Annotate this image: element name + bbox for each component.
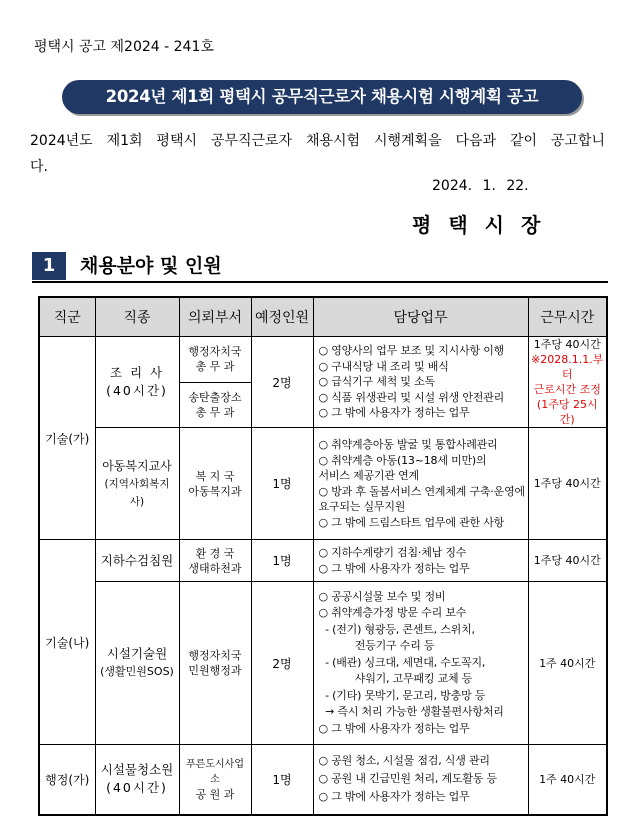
notice-number: 평택시 공고 제2024 - 241호 xyxy=(34,39,214,55)
dept-groundwater: 환 경 국 생태하천과 xyxy=(179,540,251,582)
table-row xyxy=(39,745,607,815)
group-tech-a: 기술(가) xyxy=(39,337,95,540)
header-hours: 근무시간 xyxy=(528,297,607,337)
table-row xyxy=(39,540,607,582)
header-count: 예정인원 xyxy=(251,297,313,337)
table-header-row xyxy=(39,297,607,337)
signer: 평택시장 xyxy=(412,213,558,237)
intro-paragraph: 2024년도 제1회 평택시 공무직근로자 채용시험 시행계획을 다음과 같이 공고합니다. xyxy=(30,133,605,175)
duties-facility: ○ 공공시설물 보수 및 정비 ○ 취약계층가정 방문 수리 보수 - (전기) 형광등, 콘센트, 스위치, 전등기구 수리 등 - (배관) 싱크대, 세면대, 수도꼭지, 샤워기, 고무패킹 교체 등 - (기타) 못박기, 문고리, 방충망 등 → 즉시 처리 가능한 생활불편사항처리 ○ 그 밖에 사용자가 정하는 업무 xyxy=(313,582,528,745)
count-welfare: 1명 xyxy=(251,428,313,540)
job-facility: 시설기술원 (생활민원SOS) xyxy=(95,582,179,745)
table-row xyxy=(39,337,607,383)
hours-welfare: 1주당 40시간 xyxy=(528,428,607,540)
count-cook: 2명 xyxy=(251,337,313,428)
job-welfare: 아동복지교사 (지역사회복지사) xyxy=(95,428,179,540)
group-tech-b: 기술(나) xyxy=(39,540,95,745)
table-row xyxy=(39,582,607,745)
job-cook: 조 리 사 (40시간) xyxy=(95,337,179,428)
hours-cleaning: 1주 40시간 xyxy=(528,745,607,815)
job-groundwater: 지하수검침원 xyxy=(95,540,179,582)
notice-date: 2024. 1. 22. xyxy=(432,178,529,194)
count-facility: 2명 xyxy=(251,582,313,745)
dept-cook-2: 송탄출장소 총 무 과 xyxy=(179,382,251,428)
section-divider xyxy=(32,281,608,283)
duties-cook: ○ 영양사의 업무 보조 및 지시사항 이행 ○ 구내식당 내 조리 및 배식 ○ 급식기구 세척 및 소독 ○ 식품 위생관리 및 시설 위생 안전관리 ○ 그 밖에 사용자가 정하는 업무 xyxy=(313,337,528,428)
hours-facility: 1주 40시간 xyxy=(528,582,607,745)
dept-cook-1: 행정자치국 총 무 과 xyxy=(179,337,251,383)
header-dept: 의뢰부서 xyxy=(179,297,251,337)
section-number: 1 xyxy=(32,252,66,280)
dept-welfare: 복 지 국 아동복지과 xyxy=(179,428,251,540)
duties-groundwater: ○ 지하수계량기 검침·체납 징수 ○ 그 밖에 사용자가 정하는 업무 xyxy=(313,540,528,582)
hours-groundwater: 1주당 40시간 xyxy=(528,540,607,582)
count-groundwater: 1명 xyxy=(251,540,313,582)
group-admin-a: 행정(가) xyxy=(39,745,95,815)
hours-cook: 1주당 40시간 ※2028.1.1.부터 근로시간 조정 (1주당 25시간) xyxy=(528,337,607,428)
header-job: 직종 xyxy=(95,297,179,337)
job-cleaning: 시설물청소원 (40시간) xyxy=(95,745,179,815)
count-cleaning: 1명 xyxy=(251,745,313,815)
recruitment-table xyxy=(38,296,608,816)
duties-welfare: ○ 취약계층아동 발굴 및 통합사례관리 ○ 취약계층 아동(13~18세 미만)의 서비스 제공기관 연계 ○ 방과 후 돌봄서비스 연계체계 구축·운영에 요구되는 실무지원 ○ 그 밖에 드림스타트 업무에 관한 사항 xyxy=(313,428,528,540)
page-title: 2024년 제1회 평택시 공무직근로자 채용시험 시행계획 공고 xyxy=(62,80,582,114)
header-duties: 담당업무 xyxy=(313,297,528,337)
dept-cleaning: 푸른도시사업소 공 원 과 xyxy=(179,745,251,815)
dept-facility: 행정자치국 민원행정과 xyxy=(179,582,251,745)
table-row xyxy=(39,428,607,540)
section-title: 채용분야 및 인원 xyxy=(80,255,222,277)
duties-cleaning: ○ 공원 청소, 시설물 점검, 식생 관리 ○ 공원 내 긴급민원 처리, 계도활동 등 ○ 그 밖에 사용자가 정하는 업무 xyxy=(313,745,528,815)
header-group: 직군 xyxy=(39,297,95,337)
